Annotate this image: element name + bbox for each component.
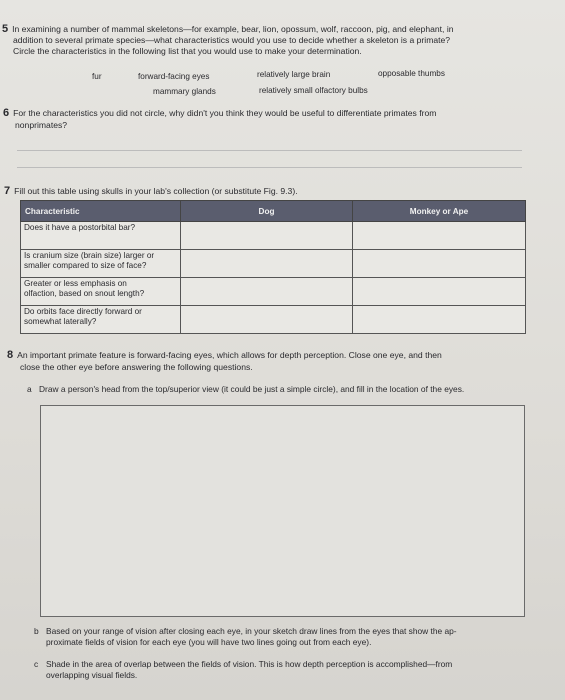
row-label: Does it have a postorbital bar? (21, 222, 181, 250)
question-number: 5 (2, 23, 9, 35)
question-8 (7, 350, 547, 361)
question-8c (34, 659, 549, 670)
question-7-text: Fill out this table using skulls in your lab's collection (or substitute Fig. 9.3). (14, 186, 298, 196)
characteristic-forward-facing-eyes[interactable]: forward-facing eyes (138, 72, 210, 81)
question-8b (34, 626, 549, 637)
answer-line[interactable] (17, 167, 522, 168)
drawing-box[interactable] (40, 405, 525, 617)
characteristic-opposable-thumbs[interactable]: opposable thumbs (378, 69, 445, 78)
question-number: 6 (3, 107, 10, 119)
row-label: Do orbits face directly forward or somewhat laterally? (21, 306, 181, 334)
table-row (21, 306, 526, 334)
question-number: 7 (4, 185, 11, 197)
monkey-cell[interactable] (353, 222, 526, 250)
question-8c-line-2: overlapping visual fields. (46, 670, 138, 680)
skull-comparison-table (20, 200, 526, 334)
question-8a-text: Draw a person's head from the top/superior view (it could be just a simple circle), and fill in the location of the eyes. (39, 384, 465, 394)
question-8c-line-1: Shade in the area of overlap between the fields of vision. This is how depth perception is accomplished—from (46, 659, 453, 669)
row-label: Is cranium size (brain size) larger or smaller compared to size of face? (21, 250, 181, 278)
question-7 (4, 186, 544, 197)
question-8-line-2: close the other eye before answering the following questions. (20, 362, 253, 372)
characteristic-mammary-glands[interactable]: mammary glands (153, 87, 216, 96)
dog-cell[interactable] (181, 250, 353, 278)
question-5 (2, 24, 542, 35)
header-characteristic: Characteristic (21, 201, 181, 222)
table-header-row (21, 201, 526, 222)
question-6-line-2: nonprimates? (15, 120, 68, 130)
question-number: 8 (7, 349, 14, 361)
dog-cell[interactable] (181, 222, 353, 250)
question-8a (27, 384, 547, 395)
question-8-line-1: An important primate feature is forward-facing eyes, which allows for depth perception. Close one eye, and then (17, 350, 442, 360)
characteristic-small-olfactory-bulbs[interactable]: relatively small olfactory bulbs (259, 86, 368, 95)
header-dog: Dog (181, 201, 353, 222)
question-6-line-1: For the characteristics you did not circle, why didn't you think they would be useful to differentiate primates from (13, 108, 437, 118)
monkey-cell[interactable] (353, 250, 526, 278)
characteristic-large-brain[interactable]: relatively large brain (257, 70, 331, 79)
characteristic-fur[interactable]: fur (92, 72, 102, 81)
table-row (21, 278, 526, 306)
question-5-line-1: In examining a number of mammal skeletons—for example, bear, lion, opossum, wolf, raccoon, pig, and elephant, in (12, 24, 454, 34)
subquestion-label: c (34, 659, 39, 669)
question-5-line-3: Circle the characteristics in the following list that you would use to make your determination. (13, 46, 362, 56)
table-row (21, 222, 526, 250)
dog-cell[interactable] (181, 278, 353, 306)
row-label: Greater or less emphasis on olfaction, based on snout length? (21, 278, 181, 306)
subquestion-label: b (34, 626, 39, 636)
monkey-cell[interactable] (353, 278, 526, 306)
monkey-cell[interactable] (353, 306, 526, 334)
question-6 (3, 108, 543, 119)
question-8b-line-1: Based on your range of vision after closing each eye, in your sketch draw lines from the eyes that show the ap- (46, 626, 457, 636)
question-8b-line-2: proximate fields of vision for each eye (you will have two lines going out from each eye). (46, 637, 372, 647)
question-5-line-2: addition to several primate species—what characteristics would you use to decide whether a skeleton is a primate? (13, 35, 451, 45)
table-row (21, 250, 526, 278)
header-monkey-or-ape: Monkey or Ape (353, 201, 526, 222)
dog-cell[interactable] (181, 306, 353, 334)
subquestion-label: a (27, 384, 32, 394)
answer-line[interactable] (17, 150, 522, 151)
